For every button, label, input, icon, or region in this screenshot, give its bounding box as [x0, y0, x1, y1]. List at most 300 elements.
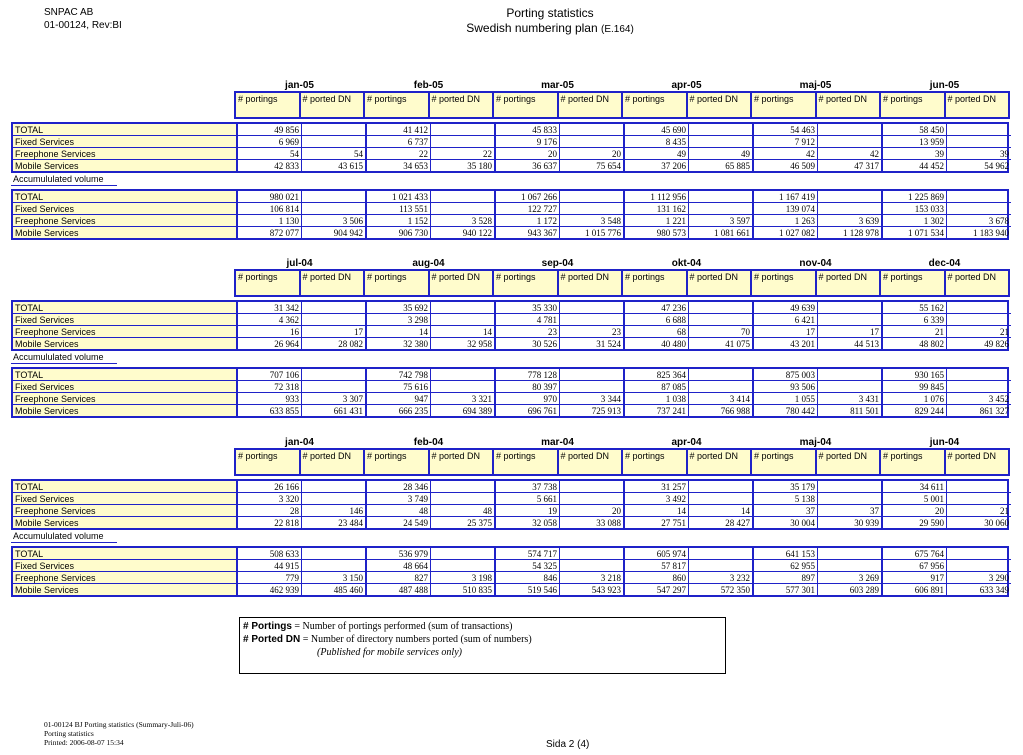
column-header-ported-dn: # ported DN: [429, 92, 494, 118]
column-header-portings: # portings: [880, 449, 945, 475]
table-cell: 1 263: [753, 215, 818, 227]
column-header-ported-dn: # ported DN: [945, 92, 1010, 118]
table-cell: 31 257: [624, 481, 689, 493]
table-cell: 55 162: [882, 302, 947, 314]
column-header-ported-dn: # ported DN: [816, 449, 881, 475]
row-label: Fixed Services: [13, 136, 237, 148]
table-cell: 980 021: [237, 191, 302, 203]
table-cell: 49 826: [947, 338, 1012, 350]
table-cell: 3 639: [818, 215, 883, 227]
table-row: [13, 314, 1011, 326]
row-label: TOTAL: [13, 302, 237, 314]
legend-box: [239, 617, 726, 674]
table-cell: 57 817: [624, 560, 689, 572]
document-title: Porting statistics: [506, 6, 594, 20]
table-row: [13, 124, 1011, 136]
table-row: [13, 369, 1011, 381]
column-header-portings: # portings: [880, 270, 945, 296]
table-cell: 1 081 661: [689, 227, 754, 239]
table-cell: 8 435: [624, 136, 689, 148]
table-cell: 6 969: [237, 136, 302, 148]
table-cell: 778 128: [495, 369, 560, 381]
table-cell: 694 389: [431, 405, 496, 417]
table-cell: [818, 381, 883, 393]
table-cell: 23 484: [302, 517, 367, 529]
column-header-ported-dn: # ported DN: [687, 92, 752, 118]
column-header-portings: # portings: [751, 270, 816, 296]
row-label: Mobile Services: [13, 338, 237, 350]
table-cell: 766 988: [689, 405, 754, 417]
table-cell: [431, 381, 496, 393]
month-label: sep-04: [541, 258, 574, 269]
table-cell: 17: [753, 326, 818, 338]
document-reference: 01-00124, Rev:BI: [44, 20, 122, 31]
table-row: [13, 381, 1011, 393]
table-cell: 3 548: [560, 215, 625, 227]
row-label: Freephone Services: [13, 148, 237, 160]
row-label: Mobile Services: [13, 405, 237, 417]
table-cell: 45 833: [495, 124, 560, 136]
stats-block: [11, 437, 1009, 597]
table-cell: [689, 560, 754, 572]
table-cell: 47 317: [818, 160, 883, 172]
table-cell: 131 162: [624, 203, 689, 215]
table-cell: [431, 314, 496, 326]
table-cell: [818, 136, 883, 148]
table-cell: 35 180: [431, 160, 496, 172]
document-subtitle: Swedish numbering plan (E.164): [466, 21, 634, 35]
table-cell: [560, 191, 625, 203]
table-cell: [302, 493, 367, 505]
row-label: Fixed Services: [13, 560, 237, 572]
table-cell: 22: [366, 148, 431, 160]
table-cell: 32 380: [366, 338, 431, 350]
table-cell: 641 153: [753, 548, 818, 560]
column-header-portings: # portings: [364, 92, 429, 118]
table-row: [13, 572, 1011, 584]
column-header-ported-dn: # ported DN: [816, 270, 881, 296]
table-cell: 3 344: [560, 393, 625, 405]
table-cell: 42: [753, 148, 818, 160]
table-cell: 543 923: [560, 584, 625, 596]
month-label: jan-04: [285, 437, 314, 448]
table-cell: [302, 136, 367, 148]
monthly-table: [11, 122, 1009, 173]
month-label: jun-05: [929, 80, 960, 91]
table-cell: 20: [495, 148, 560, 160]
table-row: [13, 136, 1011, 148]
table-cell: 606 891: [882, 584, 947, 596]
table-cell: 35 692: [366, 302, 431, 314]
row-label: TOTAL: [13, 369, 237, 381]
table-cell: 3 150: [302, 572, 367, 584]
table-cell: 1 172: [495, 215, 560, 227]
table-row: [13, 493, 1011, 505]
row-label: TOTAL: [13, 191, 237, 203]
table-cell: [947, 203, 1012, 215]
table-cell: 54 325: [495, 560, 560, 572]
table-cell: 1 112 956: [624, 191, 689, 203]
month-label: nov-04: [799, 258, 832, 269]
table-cell: 577 301: [753, 584, 818, 596]
table-cell: 34 611: [882, 481, 947, 493]
table-cell: 41 075: [689, 338, 754, 350]
table-cell: 21: [882, 326, 947, 338]
table-cell: 49 639: [753, 302, 818, 314]
table-cell: 3 492: [624, 493, 689, 505]
table-cell: 93 506: [753, 381, 818, 393]
table-cell: [560, 124, 625, 136]
table-cell: [947, 124, 1012, 136]
table-cell: 572 350: [689, 584, 754, 596]
table-cell: [947, 369, 1012, 381]
table-cell: 4 362: [237, 314, 302, 326]
table-cell: 47 236: [624, 302, 689, 314]
table-cell: [560, 381, 625, 393]
table-cell: 536 979: [366, 548, 431, 560]
month-label: apr-04: [671, 437, 702, 448]
table-cell: [947, 560, 1012, 572]
table-cell: 37 206: [624, 160, 689, 172]
table-cell: 54: [237, 148, 302, 160]
table-cell: 1 021 433: [366, 191, 431, 203]
column-header-portings: # portings: [880, 92, 945, 118]
table-cell: 666 235: [366, 405, 431, 417]
table-cell: [302, 203, 367, 215]
column-header-portings: # portings: [364, 449, 429, 475]
table-cell: [431, 548, 496, 560]
table-cell: 1 076: [882, 393, 947, 405]
table-cell: [818, 314, 883, 326]
accumulated-volume-label: Accumululated volume: [11, 352, 117, 364]
table-cell: 3 218: [560, 572, 625, 584]
table-cell: 22: [431, 148, 496, 160]
table-cell: 49: [689, 148, 754, 160]
table-cell: 3 678: [947, 215, 1012, 227]
column-header-ported-dn: # ported DN: [558, 449, 623, 475]
table-cell: 37: [818, 505, 883, 517]
column-header-ported-dn: # ported DN: [300, 449, 365, 475]
table-cell: 14: [366, 326, 431, 338]
table-cell: 43 201: [753, 338, 818, 350]
column-header-portings: # portings: [751, 449, 816, 475]
month-labels: [11, 258, 1009, 269]
table-cell: 943 367: [495, 227, 560, 239]
table-cell: [560, 481, 625, 493]
table-cell: 49 856: [237, 124, 302, 136]
column-header-ported-dn: # ported DN: [945, 449, 1010, 475]
table-cell: 23: [495, 326, 560, 338]
table-cell: 54 962: [947, 160, 1012, 172]
table-cell: 811 501: [818, 405, 883, 417]
table-cell: [302, 548, 367, 560]
table-cell: [947, 381, 1012, 393]
table-cell: 603 289: [818, 584, 883, 596]
table-cell: 42 833: [237, 160, 302, 172]
table-cell: 27 751: [624, 517, 689, 529]
table-cell: 5 661: [495, 493, 560, 505]
table-cell: [689, 203, 754, 215]
month-labels: [11, 80, 1009, 91]
month-label: jul-04: [286, 258, 313, 269]
table-cell: 23: [560, 326, 625, 338]
table-cell: [560, 548, 625, 560]
table-cell: 3 414: [689, 393, 754, 405]
table-cell: 6 339: [882, 314, 947, 326]
table-cell: 139 074: [753, 203, 818, 215]
table-cell: [818, 548, 883, 560]
table-cell: 21: [947, 326, 1012, 338]
table-cell: [689, 191, 754, 203]
table-cell: [302, 381, 367, 393]
table-cell: 70: [689, 326, 754, 338]
table-cell: 462 939: [237, 584, 302, 596]
month-label: feb-05: [413, 80, 444, 91]
table-cell: 28: [237, 505, 302, 517]
table-cell: 9 176: [495, 136, 560, 148]
table-cell: 3 298: [366, 314, 431, 326]
table-cell: 780 442: [753, 405, 818, 417]
table-cell: [560, 136, 625, 148]
table-cell: 846: [495, 572, 560, 584]
table-cell: [689, 493, 754, 505]
table-cell: 485 460: [302, 584, 367, 596]
table-cell: 43 615: [302, 160, 367, 172]
table-cell: 30 526: [495, 338, 560, 350]
table-cell: 875 003: [753, 369, 818, 381]
table-cell: 1 067 266: [495, 191, 560, 203]
document-title-block: [380, 6, 720, 37]
footer-title: Porting statistics: [44, 729, 94, 738]
table-cell: 1 027 082: [753, 227, 818, 239]
column-header-portings: # portings: [235, 270, 300, 296]
table-row: [13, 517, 1011, 529]
month-label: aug-04: [412, 258, 445, 269]
table-cell: [818, 203, 883, 215]
monthly-table: [11, 479, 1009, 530]
row-label: Fixed Services: [13, 493, 237, 505]
table-cell: [818, 302, 883, 314]
column-header-portings: # portings: [493, 449, 558, 475]
table-cell: 22 818: [237, 517, 302, 529]
table-cell: [947, 548, 1012, 560]
accumulated-volume-label: Accumululated volume: [11, 531, 117, 543]
column-header-ported-dn: # ported DN: [558, 270, 623, 296]
column-header-portings: # portings: [493, 270, 558, 296]
table-cell: 49: [624, 148, 689, 160]
row-label: TOTAL: [13, 481, 237, 493]
table-cell: 65 885: [689, 160, 754, 172]
table-cell: 14: [431, 326, 496, 338]
accumulated-volume-label: Accumululated volume: [11, 174, 117, 186]
table-cell: 3 506: [302, 215, 367, 227]
table-cell: 3 431: [818, 393, 883, 405]
month-label: apr-05: [671, 80, 702, 91]
table-row: [13, 505, 1011, 517]
table-cell: [431, 560, 496, 572]
table-cell: 19: [495, 505, 560, 517]
table-cell: 661 431: [302, 405, 367, 417]
table-cell: 1 071 534: [882, 227, 947, 239]
document-header-left: [44, 6, 122, 32]
table-cell: 872 077: [237, 227, 302, 239]
table-cell: 1 128 978: [818, 227, 883, 239]
table-cell: 20: [560, 505, 625, 517]
company-name: SNPAC AB: [44, 7, 94, 18]
table-cell: 32 958: [431, 338, 496, 350]
table-cell: 34 653: [366, 160, 431, 172]
table-cell: 29 590: [882, 517, 947, 529]
table-cell: 1 183 940: [947, 227, 1012, 239]
table-cell: [947, 136, 1012, 148]
table-cell: [947, 314, 1012, 326]
table-cell: 1 167 419: [753, 191, 818, 203]
table-cell: 31 342: [237, 302, 302, 314]
table-cell: 1 015 776: [560, 227, 625, 239]
table-cell: [560, 560, 625, 572]
column-header-portings: # portings: [493, 92, 558, 118]
table-cell: 37: [753, 505, 818, 517]
table-cell: 3 269: [818, 572, 883, 584]
column-header-ported-dn: # ported DN: [300, 270, 365, 296]
table-cell: 41 412: [366, 124, 431, 136]
table-cell: 72 318: [237, 381, 302, 393]
table-cell: [431, 493, 496, 505]
row-label: Freephone Services: [13, 393, 237, 405]
table-cell: [302, 560, 367, 572]
table-cell: [302, 481, 367, 493]
table-cell: 725 913: [560, 405, 625, 417]
table-cell: [431, 124, 496, 136]
table-cell: 17: [302, 326, 367, 338]
row-label: Mobile Services: [13, 584, 237, 596]
table-cell: 31 524: [560, 338, 625, 350]
table-cell: 737 241: [624, 405, 689, 417]
column-header-row: [11, 91, 1010, 119]
table-row: [13, 203, 1011, 215]
table-cell: 508 633: [237, 548, 302, 560]
table-cell: 13 959: [882, 136, 947, 148]
monthly-table: [11, 300, 1009, 351]
table-cell: [818, 560, 883, 572]
table-row: [13, 148, 1011, 160]
table-cell: 30 939: [818, 517, 883, 529]
table-cell: 3 290: [947, 572, 1012, 584]
table-cell: [431, 369, 496, 381]
table-row: [13, 548, 1011, 560]
table-cell: 3 232: [689, 572, 754, 584]
table-cell: 28 346: [366, 481, 431, 493]
table-cell: 106 814: [237, 203, 302, 215]
table-cell: [302, 369, 367, 381]
table-cell: 62 955: [753, 560, 818, 572]
table-cell: 940 122: [431, 227, 496, 239]
table-cell: 42: [818, 148, 883, 160]
table-row: [13, 160, 1011, 172]
row-label: Freephone Services: [13, 326, 237, 338]
table-cell: 897: [753, 572, 818, 584]
table-cell: 30 060: [947, 517, 1012, 529]
table-cell: 48 802: [882, 338, 947, 350]
table-cell: 904 942: [302, 227, 367, 239]
table-cell: 44 513: [818, 338, 883, 350]
table-cell: 17: [818, 326, 883, 338]
table-cell: 3 597: [689, 215, 754, 227]
table-cell: 48 664: [366, 560, 431, 572]
table-cell: [560, 302, 625, 314]
table-cell: 46 509: [753, 160, 818, 172]
column-header-portings: # portings: [751, 92, 816, 118]
table-cell: 510 835: [431, 584, 496, 596]
table-cell: 829 244: [882, 405, 947, 417]
table-row: [13, 302, 1011, 314]
stats-block: [11, 80, 1009, 240]
row-label: Fixed Services: [13, 381, 237, 393]
table-cell: 827: [366, 572, 431, 584]
table-cell: 6 737: [366, 136, 431, 148]
column-header-ported-dn: # ported DN: [816, 92, 881, 118]
table-cell: 519 546: [495, 584, 560, 596]
table-cell: [689, 548, 754, 560]
column-header-ported-dn: # ported DN: [300, 92, 365, 118]
table-cell: 3 198: [431, 572, 496, 584]
table-cell: [560, 369, 625, 381]
table-cell: 35 330: [495, 302, 560, 314]
table-cell: 3 749: [366, 493, 431, 505]
table-cell: [689, 124, 754, 136]
month-label: jan-05: [285, 80, 314, 91]
table-row: [13, 584, 1011, 596]
table-cell: 26 964: [237, 338, 302, 350]
print-footer: [44, 720, 194, 747]
row-label: Mobile Services: [13, 227, 237, 239]
table-cell: 5 138: [753, 493, 818, 505]
column-header-portings: # portings: [235, 92, 300, 118]
table-cell: 37 738: [495, 481, 560, 493]
footer-printed: Printed: 2006-08-07 15:34: [44, 738, 124, 747]
table-cell: 933: [237, 393, 302, 405]
table-cell: 487 488: [366, 584, 431, 596]
table-cell: [947, 481, 1012, 493]
table-cell: 574 717: [495, 548, 560, 560]
column-header-ported-dn: # ported DN: [429, 270, 494, 296]
table-cell: 44 452: [882, 160, 947, 172]
table-cell: 44 915: [237, 560, 302, 572]
table-cell: 860: [624, 572, 689, 584]
table-cell: [560, 203, 625, 215]
table-cell: 67 956: [882, 560, 947, 572]
table-cell: 14: [624, 505, 689, 517]
table-cell: [302, 124, 367, 136]
footer-filename: 01-00124 BJ Porting statistics (Summary-Juli-06): [44, 720, 194, 729]
table-cell: 35 179: [753, 481, 818, 493]
table-row: [13, 393, 1011, 405]
table-cell: 1 152: [366, 215, 431, 227]
table-cell: [689, 481, 754, 493]
table-cell: 25 375: [431, 517, 496, 529]
table-cell: 33 088: [560, 517, 625, 529]
table-cell: [560, 493, 625, 505]
table-cell: 48: [431, 505, 496, 517]
table-cell: 1 055: [753, 393, 818, 405]
month-labels: [11, 437, 1009, 448]
table-row: [13, 326, 1011, 338]
table-cell: 30 004: [753, 517, 818, 529]
table-cell: 39: [882, 148, 947, 160]
table-cell: [689, 369, 754, 381]
row-label: Freephone Services: [13, 505, 237, 517]
legend-portings: # Portings = Number of portings performed (sum of transactions): [243, 621, 513, 632]
